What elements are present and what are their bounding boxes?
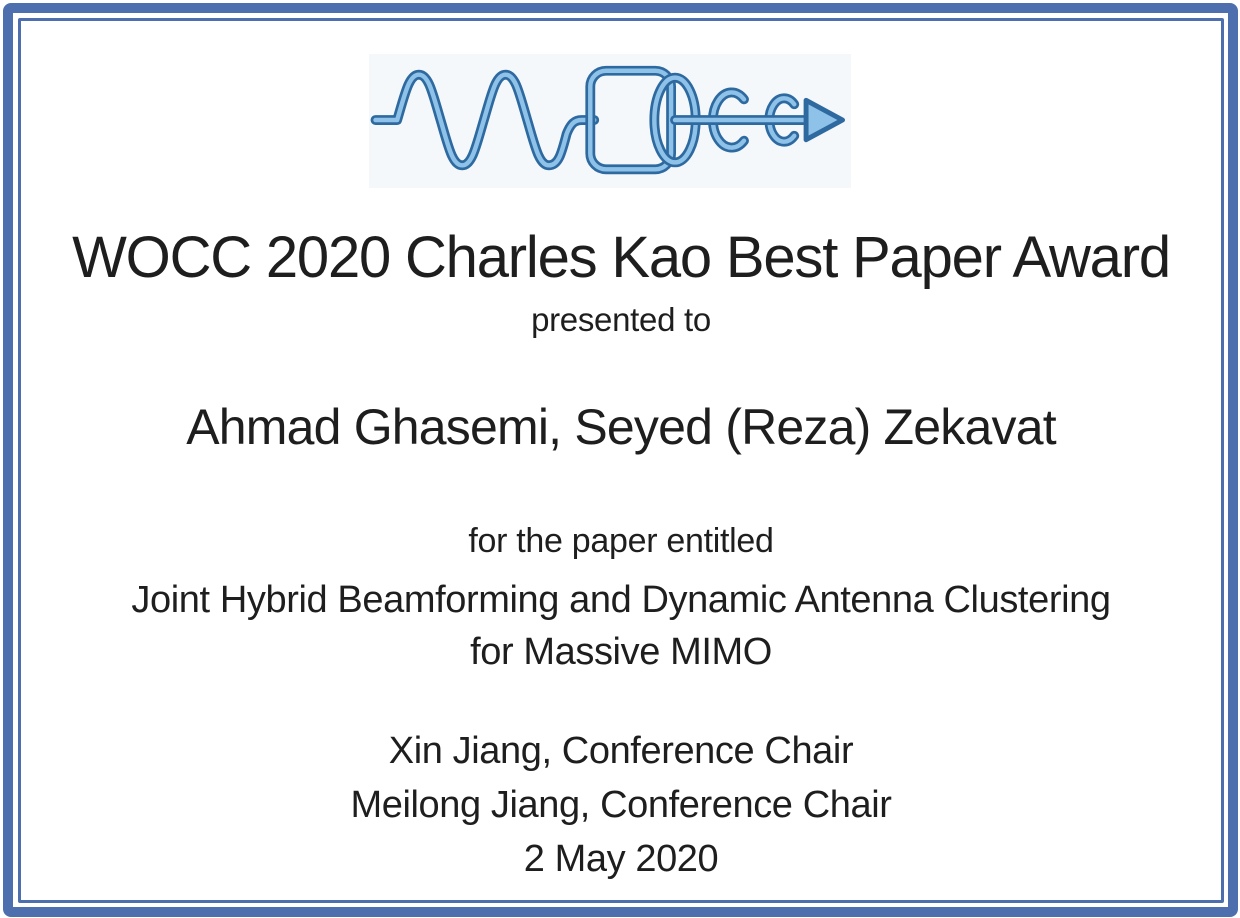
logo-arrow-head — [806, 100, 842, 139]
paper-title-line-2: for Massive MIMO — [470, 631, 772, 673]
award-date: 2 May 2020 — [523, 838, 719, 880]
wocc-logo — [369, 54, 851, 188]
recipient-names: Ahmad Ghasemi, Seyed (Reza) Zekavat — [186, 399, 1056, 455]
paper-intro-label: for the paper entitled — [468, 522, 774, 560]
logo-wave — [376, 75, 595, 166]
certificate-content — [21, 21, 1221, 900]
paper-title-line-1: Joint Hybrid Beamforming and Dynamic Antenna Clustering — [131, 579, 1111, 621]
award-title: WOCC 2020 Charles Kao Best Paper Award — [72, 225, 1170, 290]
presented-to-label: presented to — [531, 301, 711, 338]
signature-block — [350, 724, 891, 886]
wocc-logo-graphic — [369, 54, 851, 188]
signature-chair-1: Xin Jiang, Conference Chair — [388, 730, 854, 772]
signature-chair-2: Meilong Jiang, Conference Chair — [350, 784, 892, 826]
